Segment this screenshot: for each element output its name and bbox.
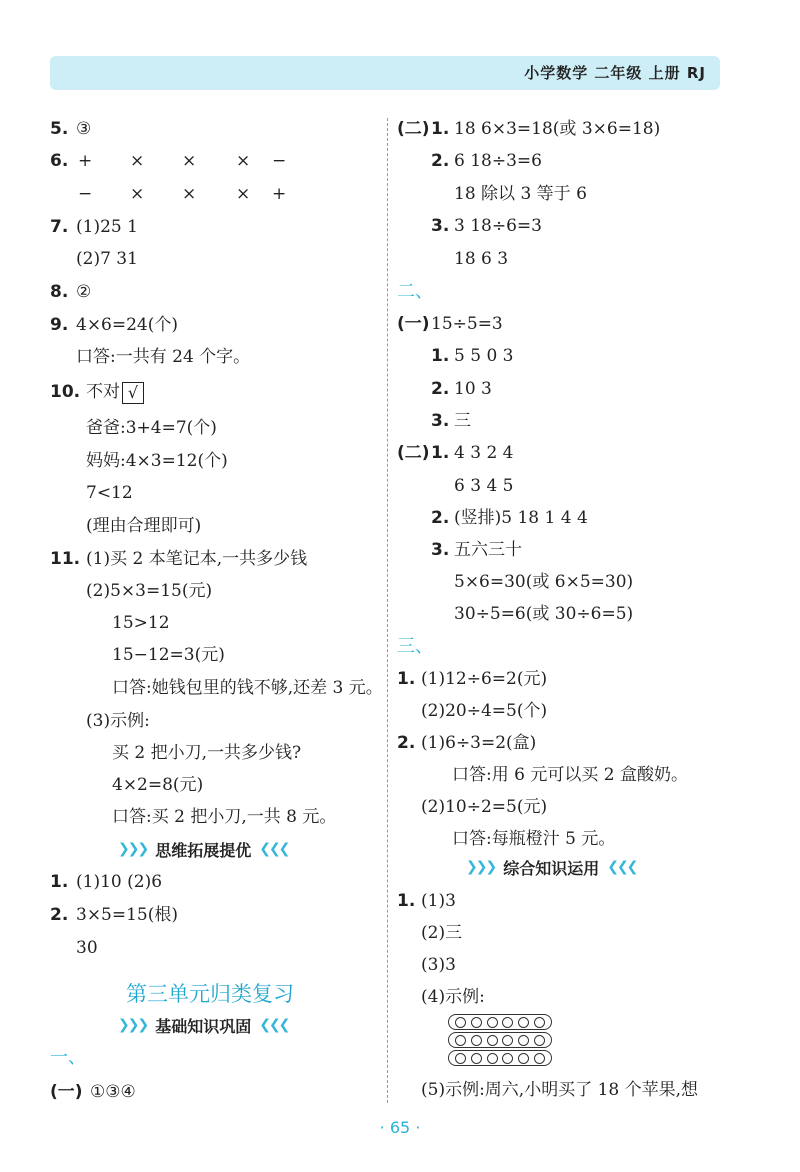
bead (534, 1017, 545, 1028)
chevron-left-icon: ❮❮❮ (259, 1017, 289, 1033)
s2p1-t1: 5 5 0 3 (454, 346, 514, 366)
q7-line2: (2)7 31 (76, 249, 138, 269)
q6-sign: × (130, 151, 145, 171)
t2-line2: 30 (76, 938, 98, 958)
bead (502, 1035, 513, 1046)
p2-t3b: 18 6 3 (454, 249, 509, 269)
t1-number: 1. (50, 872, 69, 892)
banner-label: 综合知识运用 (503, 858, 600, 878)
q11-line1: (1)买 2 本笔记本,一共多少钱 (86, 549, 308, 569)
q5-answer: ③ (76, 119, 92, 139)
column-divider (387, 118, 388, 1103)
bead (518, 1053, 529, 1064)
q6-sign: × (182, 184, 197, 204)
s3-t2d: 口答:每瓶橙汁 5 元。 (452, 829, 616, 849)
bead (518, 1017, 529, 1028)
q8-answer: ② (76, 282, 92, 302)
q10-answer (86, 381, 144, 404)
section-banner-basic (118, 1013, 288, 1037)
s2p2-t3a: 五六三十 (454, 540, 522, 560)
t2-number: 2. (50, 905, 69, 925)
bead-group (448, 1032, 552, 1048)
q11-line9: 口答:买 2 把小刀,一共 8 元。 (112, 807, 337, 827)
check-icon: √ (122, 382, 144, 404)
q6-sign: − (78, 184, 93, 204)
bead-groups-figure (448, 1014, 552, 1068)
q10-line3: 7<12 (86, 483, 133, 503)
q6-sign: + (272, 184, 287, 204)
s2p1-n3: 3. (431, 411, 450, 431)
chevron-left-icon: ❮❮❮ (259, 841, 289, 857)
q6-sign: × (182, 151, 197, 171)
bead (455, 1053, 466, 1064)
q11-number: 11. (50, 549, 81, 569)
q10-line1: 爸爸:3+4=7(个) (86, 418, 217, 438)
s2p2-t1a: 4 3 2 4 (454, 443, 514, 463)
s2p2-n3: 3. (431, 540, 450, 560)
bead (487, 1017, 498, 1028)
s2p1-text: 15÷5=3 (431, 314, 503, 334)
part1-answer: ①③④ (90, 1082, 136, 1102)
s2p1-t3: 三 (454, 411, 471, 431)
q6-sign: × (236, 151, 251, 171)
z1-b: (2)三 (421, 923, 463, 943)
s3-t2c: (2)10÷2=5(元) (421, 797, 548, 817)
q10-number: 10. (50, 382, 81, 402)
unit-title: 第三单元归类复习 (126, 982, 294, 1006)
q6-number: 6. (50, 151, 69, 171)
section-heading-1: 一、 (50, 1047, 86, 1068)
q6-sign: × (236, 184, 251, 204)
s2p2-t1b: 6 3 4 5 (454, 476, 514, 496)
q7-line1: (1)25 1 (76, 217, 138, 237)
s3-t1b: (2)20÷4=5(个) (421, 701, 548, 721)
q11-line6: (3)示例: (86, 711, 150, 731)
q6-sign: − (272, 151, 287, 171)
s2p2-t3b: 5×6=30(或 6×5=30) (454, 572, 634, 592)
z1-a: (1)3 (421, 891, 456, 911)
bead (534, 1053, 545, 1064)
s3-t2a: (1)6÷3=2(盒) (421, 733, 537, 753)
bead (502, 1017, 513, 1028)
s2p2-t3c: 30÷5=6(或 30÷6=5) (454, 604, 634, 624)
chevron-left-icon: ❮❮❮ (607, 859, 637, 875)
bead (487, 1035, 498, 1046)
bead-group (448, 1050, 552, 1066)
p2-t1: 18 6×3=18(或 3×6=18) (454, 119, 661, 139)
t1-answer: (1)10 (2)6 (76, 872, 163, 892)
z1-c: (3)3 (421, 955, 456, 975)
part1-label: (一) (50, 1082, 83, 1102)
z1-d: (4)示例: (421, 987, 485, 1007)
q6-sign: + (78, 151, 93, 171)
bead (502, 1053, 513, 1064)
s2p1-n2: 2. (431, 379, 450, 399)
q6-sign: × (130, 184, 145, 204)
chevron-right-icon: ❯❯❯ (118, 841, 148, 857)
p2-t2a: 6 18÷3=6 (454, 151, 542, 171)
bead (534, 1035, 545, 1046)
s2p2-label: (二) (397, 443, 430, 463)
q9-line2: 口答:一共有 24 个字。 (76, 347, 251, 367)
q11-line8: 4×2=8(元) (112, 775, 204, 795)
chevron-right-icon: ❯❯❯ (466, 859, 496, 875)
q11-line5: 口答:她钱包里的钱不够,还差 3 元。 (112, 678, 383, 698)
p2-label: (二) (397, 119, 430, 139)
s2p1-n1: 1. (431, 346, 450, 366)
header-bar (50, 56, 720, 90)
bead (518, 1035, 529, 1046)
q9-line1: 4×6=24(个) (76, 315, 179, 335)
s2p2-n1: 1. (431, 443, 450, 463)
s2p2-n2: 2. (431, 508, 450, 528)
s3-n1: 1. (397, 669, 416, 689)
bead (471, 1053, 482, 1064)
section-heading-2: 二、 (397, 281, 433, 302)
header-text: 小学数学 二年级 上册 RJ (524, 64, 706, 82)
bead-group (448, 1014, 552, 1030)
section-banner-comprehensive (466, 855, 636, 879)
q11-line4: 15−12=3(元) (112, 645, 225, 665)
s3-t1a: (1)12÷6=2(元) (421, 669, 548, 689)
page-number: · 65 · (379, 1118, 421, 1137)
banner-label: 基础知识巩固 (155, 1016, 252, 1036)
t2-answer: 3×5=15(根) (76, 905, 179, 925)
q5-number: 5. (50, 119, 69, 139)
bead (455, 1035, 466, 1046)
s2p2-t2: (竖排)5 18 1 4 4 (454, 508, 588, 528)
z1-n1: 1. (397, 891, 416, 911)
p2-n2: 2. (431, 151, 450, 171)
q10-line2: 妈妈:4×3=12(个) (86, 451, 228, 471)
s3-n2: 2. (397, 733, 416, 753)
q11-line2: (2)5×3=15(元) (86, 581, 213, 601)
q9-number: 9. (50, 315, 69, 335)
s2p1-label: (一) (397, 314, 430, 334)
bead (487, 1053, 498, 1064)
z1-e: (5)示例:周六,小明买了 18 个苹果,想 (421, 1080, 699, 1100)
q11-line3: 15>12 (112, 613, 170, 633)
bead (471, 1035, 482, 1046)
bead (471, 1017, 482, 1028)
q10-prefix: 不对 (86, 382, 120, 402)
s2p1-t2: 10 3 (454, 379, 492, 399)
banner-label: 思维拓展提优 (155, 840, 252, 860)
q10-line4: (理由合理即可) (86, 516, 202, 536)
chevron-right-icon: ❯❯❯ (118, 1017, 148, 1033)
p2-t2b: 18 除以 3 等于 6 (454, 184, 587, 204)
section-banner-thinking (118, 837, 288, 861)
s3-t2b: 口答:用 6 元可以买 2 盒酸奶。 (452, 765, 688, 785)
section-heading-3: 三、 (397, 636, 433, 657)
q7-number: 7. (50, 217, 69, 237)
p2-n1: 1. (431, 119, 450, 139)
q8-number: 8. (50, 282, 69, 302)
q11-line7: 买 2 把小刀,一共多少钱? (112, 743, 302, 763)
bead (455, 1017, 466, 1028)
p2-n3: 3. (431, 216, 450, 236)
p2-t3a: 3 18÷6=3 (454, 216, 542, 236)
